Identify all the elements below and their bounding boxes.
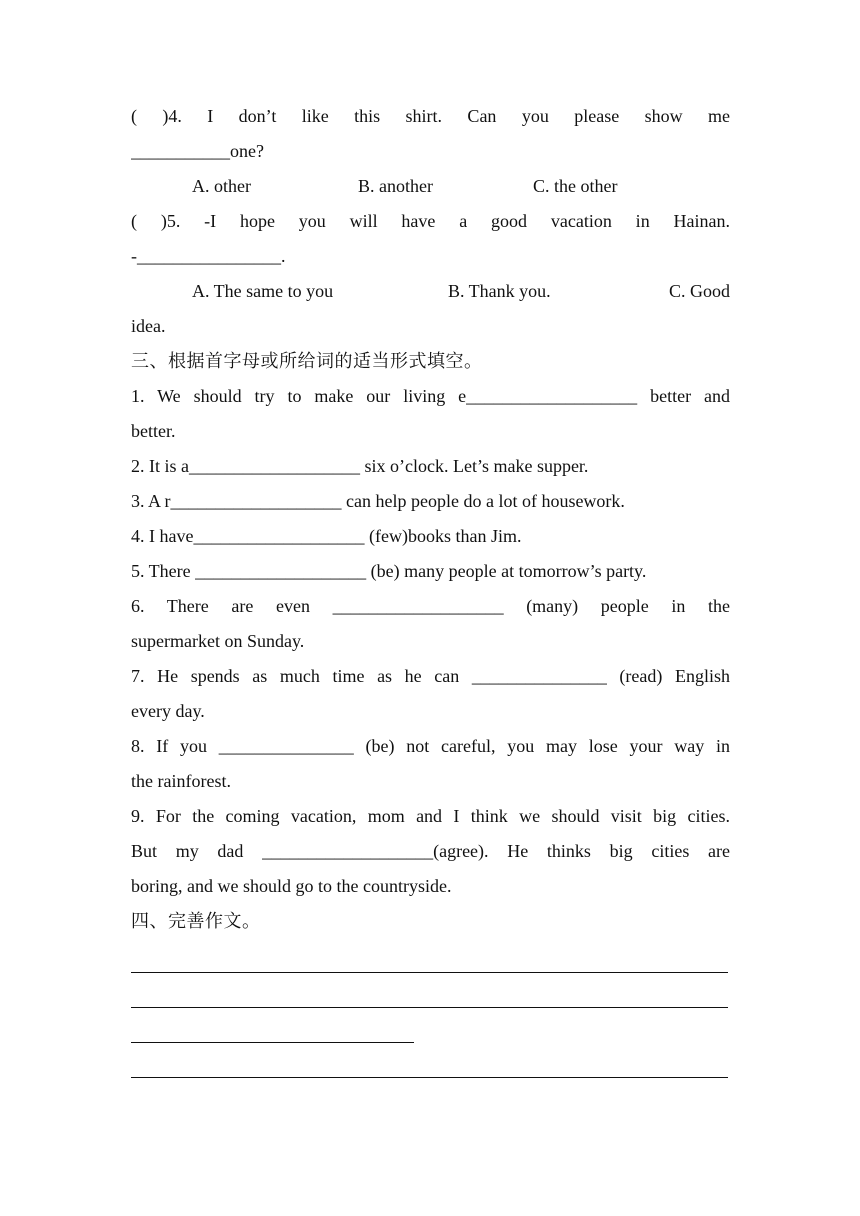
fill-line-7: 6. There are even ___________________ (many) people in the bbox=[131, 596, 730, 616]
question-5-option-wrap: idea. bbox=[131, 316, 166, 336]
fill-line-9: 7. He spends as much time as he can _______________ (read) English bbox=[131, 666, 730, 686]
fill-line-6: 5. There ___________________ (be) many people at tomorrow’s party. bbox=[131, 561, 647, 581]
fill-line-8: supermarket on Sunday. bbox=[131, 631, 305, 651]
question-5-option-c: C. Good bbox=[668, 281, 730, 301]
fill-line-5: 4. I have___________________ (few)books than Jim. bbox=[131, 526, 522, 546]
section-4-heading: 四、完善作文。 bbox=[131, 911, 261, 932]
fill-line-3: 2. It is a___________________ six o’clock. Let’s make supper. bbox=[131, 456, 589, 476]
fill-line-2: better. bbox=[131, 421, 176, 441]
section-3-heading: 三、根据首字母或所给词的适当形式填空。 bbox=[131, 351, 483, 372]
question-5-options bbox=[131, 274, 730, 309]
fill-line-10: every day. bbox=[131, 701, 205, 721]
question-4-blank-line: ___________one? bbox=[131, 141, 264, 161]
question-5-option-a: A. The same to you bbox=[192, 281, 334, 301]
fill-line-12: the rainforest. bbox=[131, 771, 231, 791]
question-4-option-c: C. the other bbox=[533, 176, 618, 196]
fill-line-13: 9. For the coming vacation, mom and I think we should visit big cities. bbox=[131, 806, 730, 826]
writing-line bbox=[131, 1007, 728, 1008]
fill-line-1: 1. We should try to make our living e___________________ better and bbox=[131, 386, 730, 406]
question-5-blank-line: -________________. bbox=[131, 246, 286, 266]
fill-line-11: 8. If you _______________ (be) not careful, you may lose your way in bbox=[131, 736, 730, 756]
writing-line bbox=[131, 972, 728, 973]
question-4-options bbox=[131, 169, 730, 204]
fill-line-14: But my dad ___________________(agree). He thinks big cities are bbox=[131, 841, 730, 861]
question-4-option-b: B. another bbox=[358, 176, 433, 196]
question-4-line: ( )4. I don’t like this shirt. Can you please show me bbox=[131, 106, 730, 126]
question-4-option-a: A. other bbox=[192, 176, 251, 196]
question-5-line: ( )5. -I hope you will have a good vacation in Hainan. bbox=[131, 211, 730, 231]
writing-line bbox=[131, 1077, 728, 1078]
worksheet-page bbox=[131, 99, 730, 939]
fill-line-4: 3. A r___________________ can help people do a lot of housework. bbox=[131, 491, 625, 511]
question-5-option-b: B. Thank you. bbox=[448, 281, 551, 301]
fill-line-15: boring, and we should go to the countryside. bbox=[131, 876, 452, 896]
writing-line bbox=[131, 1042, 414, 1043]
